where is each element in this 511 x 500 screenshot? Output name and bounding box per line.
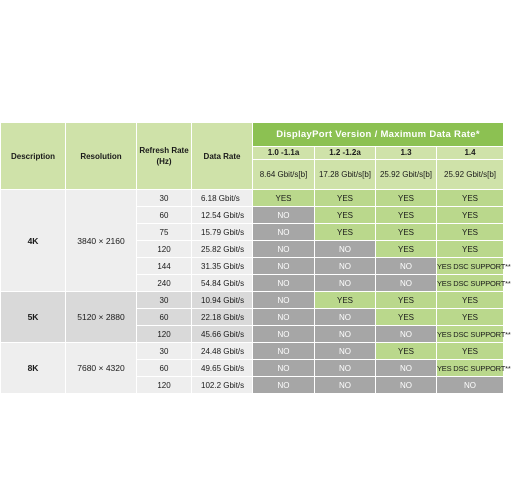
header-max-rate-1-3: 25.92 Gbit/s[b] — [376, 160, 436, 189]
support-cell: NO — [253, 343, 314, 359]
support-cell: NO — [437, 377, 503, 393]
group-resolution-cell: 7680 × 4320 — [66, 343, 136, 393]
support-cell: NO — [253, 309, 314, 325]
support-cell: YES — [315, 207, 375, 223]
table-header — [1, 123, 503, 189]
refresh-rate-cell: 30 — [137, 190, 191, 206]
support-cell: NO — [315, 326, 375, 342]
group-resolution-cell: 5120 × 2880 — [66, 292, 136, 342]
header-description: Description — [1, 123, 65, 189]
header-refresh-rate: Refresh Rate (Hz) — [137, 123, 191, 189]
support-cell: YES — [437, 292, 503, 308]
header-max-rate-1-2: 17.28 Gbit/s[b] — [315, 160, 375, 189]
data-rate-cell: 10.94 Gbit/s — [192, 292, 252, 308]
support-cell: YES — [376, 343, 436, 359]
data-rate-cell: 49.65 Gbit/s — [192, 360, 252, 376]
support-cell: YES — [253, 190, 314, 206]
refresh-rate-cell: 30 — [137, 292, 191, 308]
support-cell: YES — [315, 292, 375, 308]
header-resolution: Resolution — [66, 123, 136, 189]
refresh-rate-cell: 60 — [137, 309, 191, 325]
support-cell: NO — [315, 275, 375, 291]
group-5k — [1, 292, 511, 342]
support-cell: NO — [376, 377, 436, 393]
group-8k — [1, 343, 511, 393]
support-cell: NO — [315, 377, 375, 393]
data-rate-cell: 31.35 Gbit/s — [192, 258, 252, 274]
data-rate-cell: 22.18 Gbit/s — [192, 309, 252, 325]
refresh-rate-cell: 120 — [137, 377, 191, 393]
data-rate-cell: 12.54 Gbit/s — [192, 207, 252, 223]
displayport-comparison-table — [0, 122, 511, 394]
header-version-1-3: 1.3 — [376, 147, 436, 159]
support-cell: NO — [253, 207, 314, 223]
data-rate-cell: 15.79 Gbit/s — [192, 224, 252, 240]
support-cell: YES — [315, 190, 375, 206]
header-max-rate-1-0: 8.64 Gbit/s[b] — [253, 160, 314, 189]
header-version-1-2: 1.2 -1.2a — [315, 147, 375, 159]
support-cell: NO — [376, 326, 436, 342]
support-cell: YES — [437, 241, 503, 257]
support-cell: NO — [253, 241, 314, 257]
support-cell: NO — [315, 360, 375, 376]
support-cell: YES — [376, 292, 436, 308]
header-version-1-0: 1.0 -1.1a — [253, 147, 314, 159]
support-cell: NO — [253, 275, 314, 291]
support-cell: YES — [437, 207, 503, 223]
data-rate-cell: 6.18 Gbit/s — [192, 190, 252, 206]
support-cell: YES DSC SUPPORT** — [437, 360, 503, 376]
group-description-cell: 8K — [1, 343, 65, 393]
header-version-1-4: 1.4 — [437, 147, 503, 159]
support-cell: YES — [437, 224, 503, 240]
group-description-cell: 5K — [1, 292, 65, 342]
refresh-rate-cell: 120 — [137, 326, 191, 342]
support-cell: NO — [253, 292, 314, 308]
data-rate-cell: 45.66 Gbit/s — [192, 326, 252, 342]
data-rate-cell: 54.84 Gbit/s — [192, 275, 252, 291]
support-cell: NO — [376, 258, 436, 274]
support-cell: YES DSC SUPPORT** — [437, 326, 503, 342]
data-rate-cell: 25.82 Gbit/s — [192, 241, 252, 257]
support-cell: YES — [376, 207, 436, 223]
support-cell: YES — [437, 343, 503, 359]
support-cell: NO — [315, 343, 375, 359]
group-4k — [1, 190, 511, 291]
support-cell: NO — [253, 377, 314, 393]
support-cell: YES — [376, 190, 436, 206]
support-cell: NO — [315, 309, 375, 325]
refresh-rate-cell: 60 — [137, 207, 191, 223]
support-cell: NO — [253, 258, 314, 274]
support-cell: NO — [376, 360, 436, 376]
refresh-rate-cell: 120 — [137, 241, 191, 257]
support-cell: YES DSC SUPPORT** — [437, 258, 503, 274]
refresh-rate-cell: 60 — [137, 360, 191, 376]
refresh-rate-cell: 75 — [137, 224, 191, 240]
refresh-rate-cell: 240 — [137, 275, 191, 291]
support-cell: NO — [253, 360, 314, 376]
support-cell: YES DSC SUPPORT** — [437, 275, 503, 291]
group-description-cell: 4K — [1, 190, 65, 291]
support-cell: YES — [437, 190, 503, 206]
support-cell: NO — [253, 326, 314, 342]
displayport-comparison-table-wrapper — [0, 122, 511, 394]
header-displayport-title: DisplayPort Version / Maximum Data Rate* — [253, 123, 503, 146]
support-cell: NO — [376, 275, 436, 291]
group-resolution-cell: 3840 × 2160 — [66, 190, 136, 291]
data-rate-cell: 102.2 Gbit/s — [192, 377, 252, 393]
support-cell: NO — [315, 258, 375, 274]
data-rate-cell: 24.48 Gbit/s — [192, 343, 252, 359]
support-cell: NO — [315, 241, 375, 257]
table-row — [1, 343, 503, 359]
refresh-rate-cell: 30 — [137, 343, 191, 359]
table-row — [1, 190, 503, 206]
support-cell: YES — [376, 309, 436, 325]
support-cell: YES — [315, 224, 375, 240]
refresh-rate-cell: 144 — [137, 258, 191, 274]
support-cell: YES — [437, 309, 503, 325]
header-data-rate: Data Rate — [192, 123, 252, 189]
support-cell: YES — [376, 224, 436, 240]
support-cell: YES — [376, 241, 436, 257]
table-row — [1, 292, 503, 308]
support-cell: NO — [253, 224, 314, 240]
header-max-rate-1-4: 25.92 Gbit/s[b] — [437, 160, 503, 189]
